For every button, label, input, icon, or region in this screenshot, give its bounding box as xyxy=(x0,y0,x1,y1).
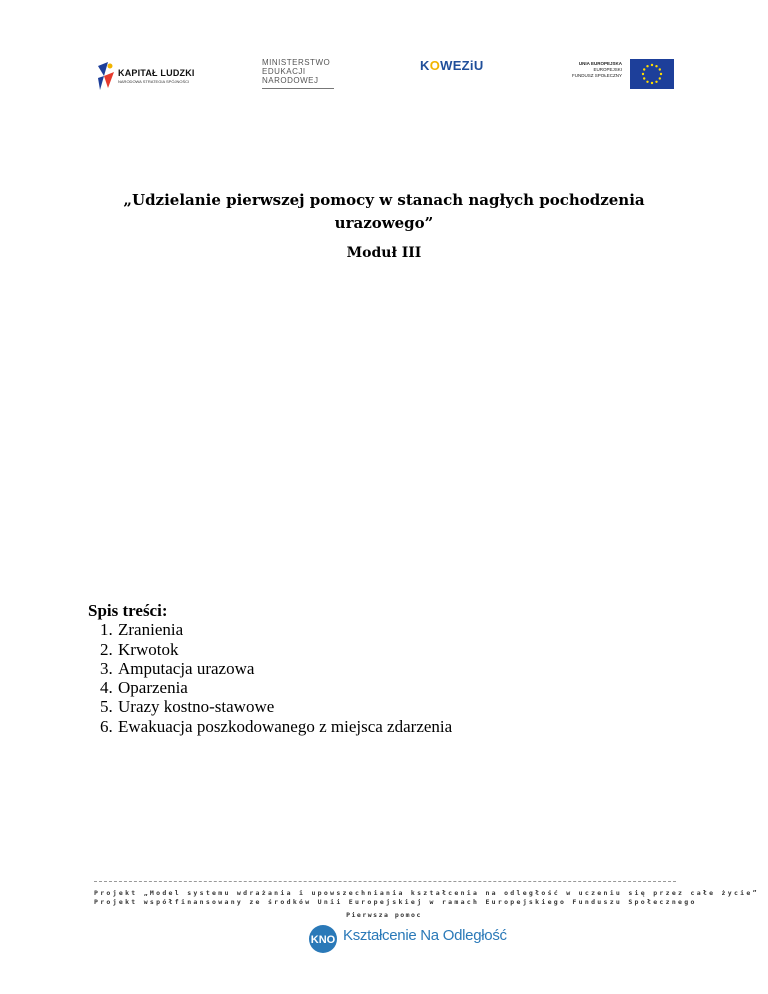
koweziu-name-rest: WEZiU xyxy=(440,58,484,73)
toc-list xyxy=(88,620,648,736)
svg-text:KNO: KNO xyxy=(310,934,336,946)
kapital-ludzki-subtitle: NARODOWA STRATEGIA SPÓJNOŚCI xyxy=(118,79,190,84)
table-of-contents xyxy=(88,601,648,736)
men-rule xyxy=(262,88,334,89)
eu-line-2: EUROPEJSKI xyxy=(593,67,622,72)
toc-item xyxy=(88,678,648,697)
men-line-1: MINISTERSTWO xyxy=(262,58,331,67)
footer-funding-line: Projekt współfinansowany ze środków Unii Europejskiej w ramach Europejskiego Funduszu Społecznego xyxy=(94,898,697,906)
men-logo xyxy=(262,58,342,94)
men-line-2: EDUKACJI xyxy=(262,67,306,76)
toc-item xyxy=(88,697,648,716)
eu-flag-icon xyxy=(630,59,674,89)
footer-course-name: Pierwsza pomoc xyxy=(346,911,422,919)
toc-item xyxy=(88,659,648,678)
footer-divider xyxy=(94,881,676,882)
koweziu-name xyxy=(420,58,500,73)
toc-item xyxy=(88,620,648,639)
eu-logo xyxy=(571,59,678,93)
toc-item-number: 4. xyxy=(100,678,113,698)
kno-brand-name: Kształcenie Na Odległość xyxy=(343,927,507,944)
logo-bar xyxy=(0,56,768,96)
footer-project-line: Projekt „Model systemu wdrażania i upowszechniania kształcenia na odległość w uczeniu się przez całe życie” xyxy=(94,889,759,897)
eu-line-3: FUNDUSZ SPOŁECZNY xyxy=(571,73,622,78)
document-title: „Udzielanie pierwszej pomocy w stanach nagłych pochodzenia urazowego” xyxy=(123,191,645,232)
toc-item-number: 3. xyxy=(100,658,113,678)
toc-item-number: 2. xyxy=(100,639,113,659)
toc-item-label: Oparzenia xyxy=(118,678,188,698)
toc-item xyxy=(88,640,648,659)
kapital-ludzki-emblem-icon xyxy=(96,60,116,92)
toc-heading: Spis treści: xyxy=(88,601,168,620)
kapital-ludzki-logo xyxy=(96,60,226,92)
toc-item-label: Urazy kostno-stawowe xyxy=(118,697,275,717)
kapital-ludzki-name: KAPITAŁ LUDZKI xyxy=(118,68,195,78)
koweziu-name-k: K xyxy=(420,58,430,73)
toc-item-label: Zranienia xyxy=(118,620,184,640)
koweziu-logo xyxy=(420,58,500,94)
toc-item xyxy=(88,717,648,736)
men-line-3: NARODOWEJ xyxy=(262,76,319,85)
eu-line-1: UNIA EUROPEJSKA xyxy=(578,61,622,66)
toc-item-number: 5. xyxy=(100,697,113,717)
kno-emblem-icon xyxy=(308,924,340,954)
toc-item-label: Ewakuacja poszkodowanego z miejsca zdarzenia xyxy=(118,716,453,736)
module-label: Moduł III xyxy=(346,245,422,261)
eu-text xyxy=(572,61,622,79)
kno-logo xyxy=(308,924,507,954)
toc-item-label: Amputacja urazowa xyxy=(118,658,255,678)
toc-item-number: 1. xyxy=(100,620,113,640)
koweziu-sun-icon: O xyxy=(429,58,441,73)
toc-item-label: Krwotok xyxy=(118,639,179,659)
toc-item-number: 6. xyxy=(100,716,113,736)
